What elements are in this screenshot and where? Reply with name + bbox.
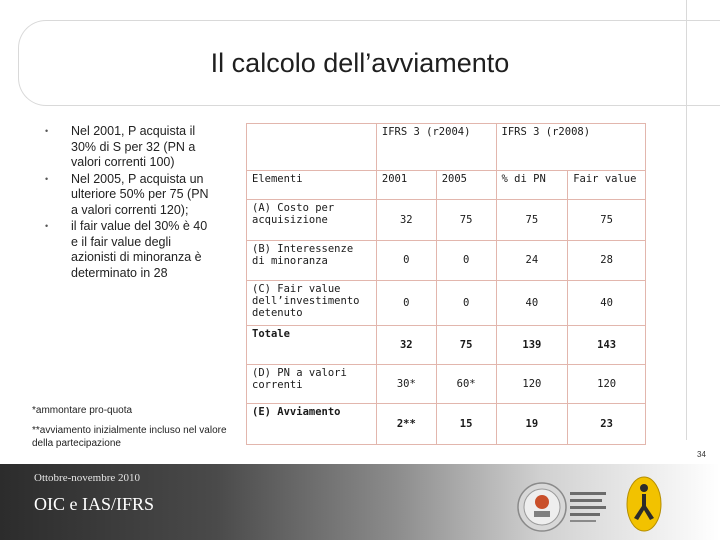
bullet-item	[40, 219, 210, 281]
table-cell: 15	[436, 404, 496, 445]
table-cell: 0	[436, 240, 496, 281]
table-cell: 40	[496, 281, 568, 326]
table-row-avviamento	[247, 404, 646, 445]
table-cell: 75	[436, 326, 496, 365]
footnote-pro-quota: *ammontare pro-quota	[32, 405, 133, 416]
table-cell: 60*	[436, 365, 496, 404]
table-cell: 2**	[376, 404, 436, 445]
bullet-text: Nel 2001, P acquista il 30% di S per 32 (PN a valori correnti 100)	[71, 124, 196, 169]
row-label: (C) Fair value dell’investimento detenuto	[247, 281, 377, 326]
table-row	[247, 199, 646, 240]
table-header-row	[247, 171, 646, 200]
slide-title: Il calcolo dell’avviamento	[210, 48, 510, 78]
bullet-icon: •	[45, 221, 49, 231]
table-cell: 30*	[376, 365, 436, 404]
row-label: (D) PN a valori correnti	[247, 365, 377, 404]
table-cell: 75	[436, 199, 496, 240]
bullet-icon: •	[45, 126, 49, 136]
footer-date: Ottobre-novembre 2010	[34, 472, 140, 484]
table-cell: 0	[376, 240, 436, 281]
bullet-list	[40, 124, 210, 282]
table-row-total	[247, 326, 646, 365]
odcec-seal-logo	[514, 478, 610, 541]
table-cell: 32	[376, 326, 436, 365]
bullet-text: il fair value del 30% è 40 e il fair value degli azionisti di minoranza è determinato in 28	[71, 219, 208, 280]
footnote-avviamento: **avviamento inizialmente incluso nel valore della partecipazione	[32, 425, 227, 449]
table-cell: 23	[568, 404, 646, 445]
group-header-r2008: IFRS 3 (r2008)	[496, 124, 645, 171]
table-cell: 0	[436, 281, 496, 326]
yellow-emblem-logo	[624, 474, 664, 539]
table-cell-empty	[247, 124, 377, 171]
table-row	[247, 240, 646, 281]
bullet-item	[40, 172, 210, 219]
page-number: 34	[697, 450, 706, 459]
table-cell: 32	[376, 199, 436, 240]
table-cell: 0	[376, 281, 436, 326]
column-header: Elementi	[247, 171, 377, 200]
footer-brand: OIC e IAS/IFRS	[34, 494, 155, 514]
table-cell: 139	[496, 326, 568, 365]
table-group-header-row	[247, 124, 646, 171]
table-cell: 143	[568, 326, 646, 365]
table-row	[247, 365, 646, 404]
table-cell: 40	[568, 281, 646, 326]
column-header: 2001	[376, 171, 436, 200]
column-header: Fair value	[568, 171, 646, 200]
table-cell: 28	[568, 240, 646, 281]
table-cell: 120	[496, 365, 568, 404]
row-label: Totale	[247, 326, 377, 365]
row-label: (B) Interessenze di minoranza	[247, 240, 377, 281]
bullet-icon: •	[45, 173, 49, 184]
table-row	[247, 281, 646, 326]
column-header: % di PN	[496, 171, 568, 200]
group-header-r2004: IFRS 3 (r2004)	[376, 124, 496, 171]
table-cell: 24	[496, 240, 568, 281]
bullet-text: Nel 2005, P acquista un ulteriore 50% per 75 (PN a valori correnti 120);	[71, 171, 209, 217]
table-cell: 19	[496, 404, 568, 445]
row-label: (E) Avviamento	[247, 404, 377, 445]
table-cell: 75	[496, 199, 568, 240]
bullet-item	[40, 124, 210, 171]
table-cell: 120	[568, 365, 646, 404]
goodwill-table	[246, 123, 646, 445]
row-label: (A) Costo per acquisizione	[247, 199, 377, 240]
table-cell: 75	[568, 199, 646, 240]
column-header: 2005	[436, 171, 496, 200]
